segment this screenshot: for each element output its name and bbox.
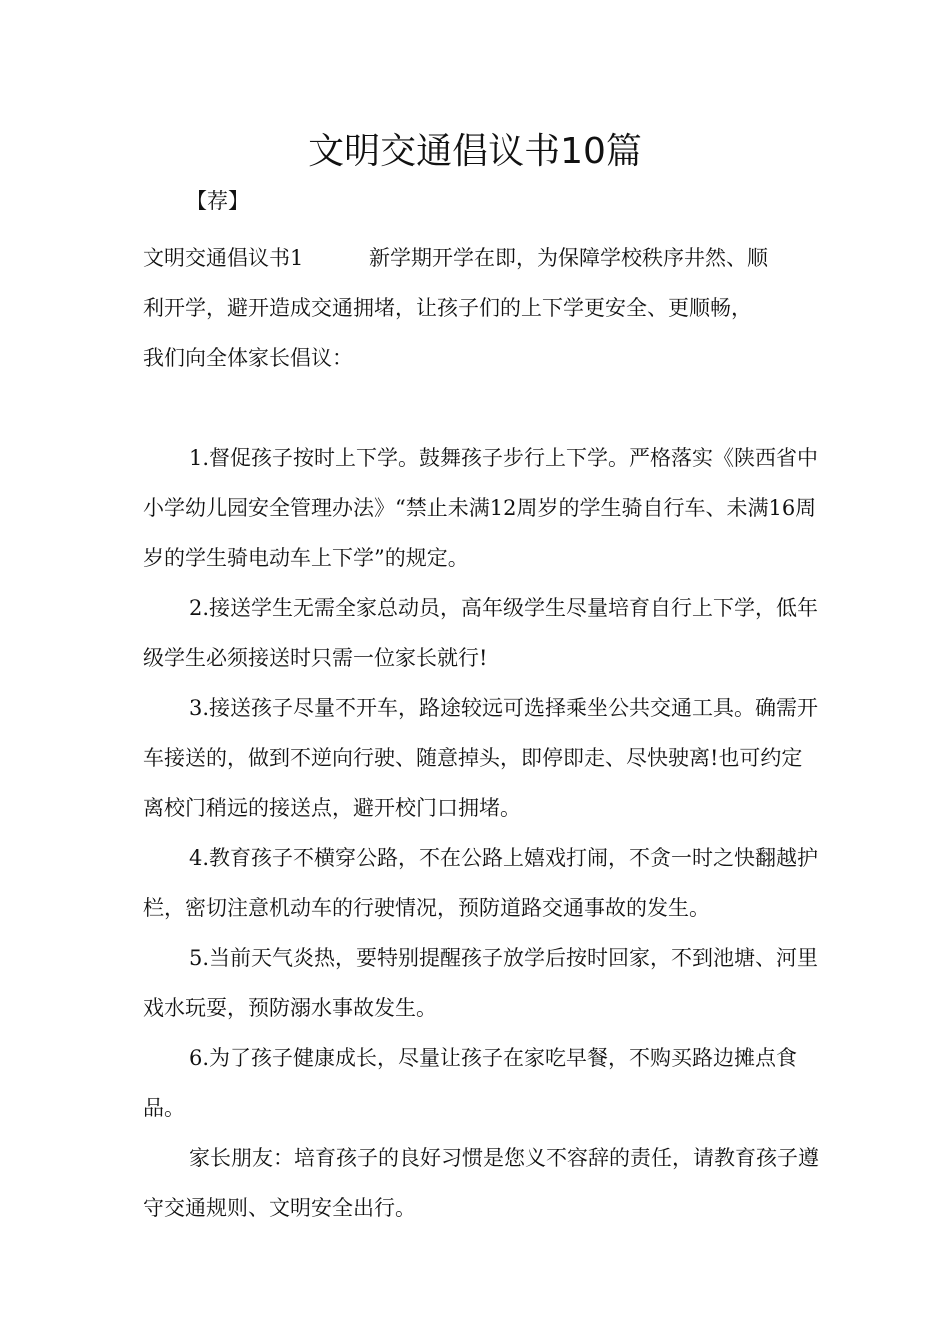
paragraph-gap <box>143 383 819 433</box>
intro-line-2: 利开学，避开造成交通拥堵，让孩子们的上下学更安全、更顺畅， <box>143 296 752 320</box>
intro-text-1: 新学期开学在即，为保障学校秩序井然、顺 <box>369 246 768 270</box>
intro-line-3: 我们向全体家长倡议： <box>143 346 353 370</box>
item-paragraph-6: 6.为了孩子健康成长，尽量让孩子在家吃早餐，不购买路边摊点食品。 <box>143 1046 798 1120</box>
page-title: 文明交通倡议书10篇 <box>308 131 642 172</box>
closing-paragraph: 家长朋友：培育孩子的良好习惯是您义不容辞的责任，请教育孩子遵守交通规则、文明安全出行。 <box>143 1146 819 1220</box>
recommend-tag: 【荐】 <box>186 189 249 213</box>
item-paragraph-4: 4.教育孩子不横穿公路，不在公路上嬉戏打闹，不贪一时之快翻越护栏，密切注意机动车的行驶情况，预防道路交通事故的发生。 <box>143 846 819 920</box>
item-paragraph-5: 5.当前天气炎热，要特别提醒孩子放学后按时回家，不到池塘、河里戏水玩耍，预防溺水事故发生。 <box>143 946 819 1020</box>
item-paragraph-3: 3.接送孩子尽量不开车，路途较远可选择乘坐公共交通工具。确需开车接送的，做到不逆向行驶、随意掉头，即停即走、尽快驶离!也可约定离校门稍远的接送点，避开校门口拥堵。 <box>143 696 819 820</box>
item-paragraph-2: 2.接送学生无需全家总动员，高年级学生尽量培育自行上下学，低年级学生必须接送时只需一位家长就行! <box>143 596 819 670</box>
section-heading: 文明交通倡议书1 <box>143 246 304 270</box>
item-paragraph-1: 1.督促孩子按时上下学。鼓舞孩子步行上下学。严格落实《陕西省中小学幼儿园安全管理办法》“禁止未满12周岁的学生骑自行车、未满16周岁的学生骑电动车上下学”的规定。 <box>143 446 819 570</box>
document-body <box>143 233 819 1233</box>
intro-line-1 <box>143 233 819 283</box>
